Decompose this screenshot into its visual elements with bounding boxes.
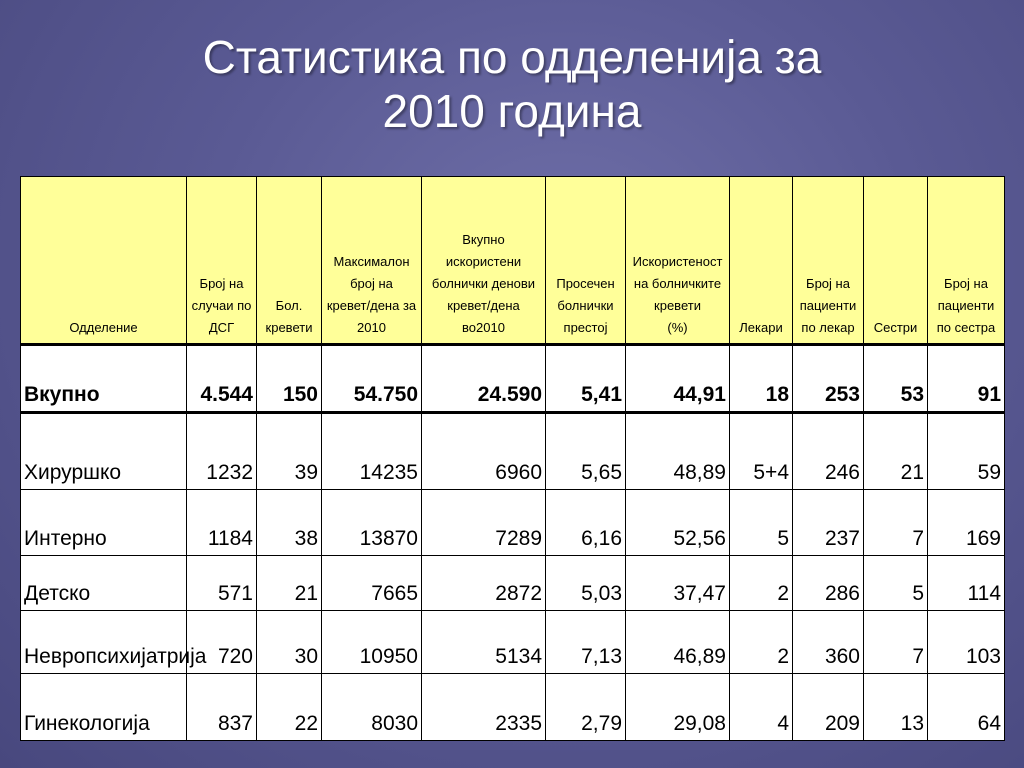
- value-cell: 209: [793, 674, 864, 741]
- value-cell: 1184: [187, 490, 257, 556]
- column-header-line: 2010: [357, 320, 386, 335]
- column-header: [21, 177, 187, 345]
- slide-title-line-2: 2010 година: [382, 85, 642, 137]
- department-statistics-table: [20, 176, 1005, 741]
- value-cell: 5,03: [546, 556, 626, 611]
- value-cell: 21: [864, 413, 928, 490]
- table-body: [21, 345, 1005, 741]
- value-cell: 37,47: [626, 556, 730, 611]
- value-cell: 2: [730, 556, 793, 611]
- column-header-line: Просечен: [556, 276, 615, 291]
- column-header-line: ДСГ: [208, 320, 235, 335]
- value-cell: 53: [864, 345, 928, 413]
- value-cell: 54.750: [322, 345, 422, 413]
- value-cell: 91: [928, 345, 1005, 413]
- column-header-line: кревет/дена за: [326, 298, 417, 313]
- table-row: [21, 674, 1005, 741]
- value-cell: 237: [793, 490, 864, 556]
- value-cell: 8030: [322, 674, 422, 741]
- value-cell: 5+4: [730, 413, 793, 490]
- value-cell: 7: [864, 490, 928, 556]
- value-cell: 253: [793, 345, 864, 413]
- column-header-line: искористени: [445, 254, 522, 269]
- column-header-line: кревет/дена во2010: [447, 298, 520, 335]
- value-cell: 4.544: [187, 345, 257, 413]
- value-cell: 360: [793, 611, 864, 674]
- column-header-line: Вкупно: [462, 232, 505, 247]
- column-header: [730, 177, 793, 345]
- column-header-line: Сестри: [873, 320, 918, 335]
- column-header-line: по лекар: [801, 320, 855, 335]
- column-header: [187, 177, 257, 345]
- column-header-line: случаи по: [191, 298, 252, 313]
- column-header: [546, 177, 626, 345]
- value-cell: 4: [730, 674, 793, 741]
- column-header: [928, 177, 1005, 345]
- slide-title: [0, 30, 1024, 138]
- department-name-cell: Невропсихијатрија: [21, 611, 187, 674]
- column-header-line: пациенти: [937, 298, 995, 313]
- value-cell: 114: [928, 556, 1005, 611]
- table-row: [21, 556, 1005, 611]
- column-header-line: по сестра: [936, 320, 996, 335]
- value-cell: 39: [257, 413, 322, 490]
- column-header: [793, 177, 864, 345]
- column-header-line: број на: [350, 276, 393, 291]
- value-cell: 5: [730, 490, 793, 556]
- department-name-cell: Детско: [21, 556, 187, 611]
- value-cell: 64: [928, 674, 1005, 741]
- value-cell: 1232: [187, 413, 257, 490]
- department-name-cell: Гинекологија: [21, 674, 187, 741]
- value-cell: 29,08: [626, 674, 730, 741]
- value-cell: 18: [730, 345, 793, 413]
- value-cell: 5134: [422, 611, 546, 674]
- value-cell: 30: [257, 611, 322, 674]
- value-cell: 571: [187, 556, 257, 611]
- column-header: [322, 177, 422, 345]
- column-header-line: кревети: [654, 298, 701, 313]
- column-header-line: Максималон: [333, 254, 410, 269]
- column-header-line: Бол.: [275, 298, 303, 313]
- column-header-line: Број на: [944, 276, 988, 291]
- column-header: [864, 177, 928, 345]
- column-header-line: Лекари: [739, 320, 783, 335]
- column-header-line: Број на: [199, 276, 244, 291]
- value-cell: 6,16: [546, 490, 626, 556]
- value-cell: 837: [187, 674, 257, 741]
- value-cell: 720: [187, 611, 257, 674]
- value-cell: 24.590: [422, 345, 546, 413]
- column-header-line: болнички: [557, 298, 614, 313]
- total-row: [21, 345, 1005, 413]
- table-row: [21, 611, 1005, 674]
- column-header-line: на болничките: [633, 276, 722, 291]
- value-cell: 169: [928, 490, 1005, 556]
- value-cell: 48,89: [626, 413, 730, 490]
- value-cell: 6960: [422, 413, 546, 490]
- value-cell: 52,56: [626, 490, 730, 556]
- value-cell: 7665: [322, 556, 422, 611]
- value-cell: 150: [257, 345, 322, 413]
- value-cell: 7: [864, 611, 928, 674]
- value-cell: 13870: [322, 490, 422, 556]
- table-row: [21, 413, 1005, 490]
- header-row: [21, 177, 1005, 345]
- value-cell: 13: [864, 674, 928, 741]
- value-cell: 5,41: [546, 345, 626, 413]
- value-cell: 44,91: [626, 345, 730, 413]
- value-cell: 7289: [422, 490, 546, 556]
- column-header-line: болнички денови: [431, 276, 536, 291]
- value-cell: 46,89: [626, 611, 730, 674]
- column-header-line: пациенти: [799, 298, 857, 313]
- value-cell: 5,65: [546, 413, 626, 490]
- value-cell: 59: [928, 413, 1005, 490]
- column-header-line: Број на: [806, 276, 850, 291]
- slide-title-line-1: Статистика по одделенија за: [202, 31, 822, 83]
- value-cell: 38: [257, 490, 322, 556]
- department-name-cell: Хируршко: [21, 413, 187, 490]
- column-header-line: кревети: [265, 320, 313, 335]
- column-header-line: престој: [563, 320, 608, 335]
- value-cell: 5: [864, 556, 928, 611]
- column-header-line: Одделение: [69, 320, 138, 335]
- department-name-cell: Интерно: [21, 490, 187, 556]
- value-cell: 22: [257, 674, 322, 741]
- column-header: [257, 177, 322, 345]
- value-cell: 10950: [322, 611, 422, 674]
- value-cell: 2335: [422, 674, 546, 741]
- department-name-cell: Вкупно: [21, 345, 187, 413]
- value-cell: 2,79: [546, 674, 626, 741]
- column-header-line: (%): [667, 320, 688, 335]
- value-cell: 246: [793, 413, 864, 490]
- column-header: [626, 177, 730, 345]
- value-cell: 7,13: [546, 611, 626, 674]
- table-header: [21, 177, 1005, 345]
- value-cell: 2872: [422, 556, 546, 611]
- column-header: [422, 177, 546, 345]
- table-row: [21, 490, 1005, 556]
- column-header-line: Искористеност: [632, 254, 723, 269]
- value-cell: 14235: [322, 413, 422, 490]
- value-cell: 103: [928, 611, 1005, 674]
- value-cell: 286: [793, 556, 864, 611]
- value-cell: 2: [730, 611, 793, 674]
- value-cell: 21: [257, 556, 322, 611]
